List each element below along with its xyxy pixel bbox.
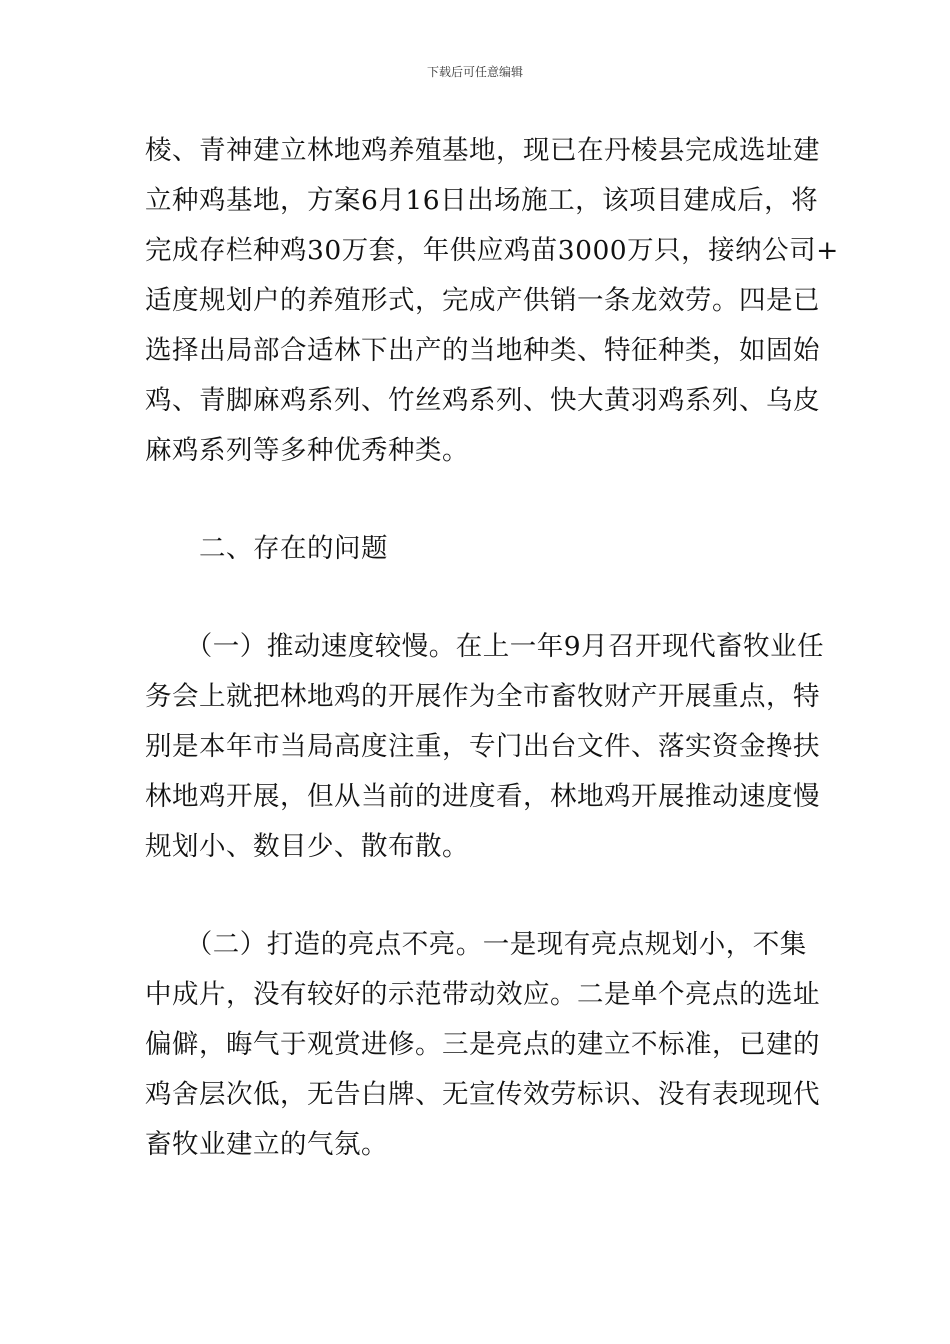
text-line: 别是本年市当局高度注重，专门出台文件、落实资金搀扶 <box>145 731 820 762</box>
text-line: 立种鸡基地，方案6月16日出场施工，该项目建成后，将 <box>145 185 819 216</box>
paragraph-spacer <box>145 476 813 524</box>
text-line: 中成片，没有较好的示范带动效应。二是单个亮点的选址 <box>145 979 820 1010</box>
paragraph-intro-continuation <box>145 126 839 476</box>
text-line: 适度规划户的养殖形式，完成产供销一条龙效劳。四是已 <box>145 285 820 316</box>
paragraph-problem-two <box>145 920 820 1170</box>
page-header: 下载后可任意编辑 <box>426 65 523 79</box>
text-line: 麻鸡系列等多种优秀种类。 <box>145 435 469 466</box>
text-line: 偏僻，晦气于观赏进修。三是亮点的建立不标准，已建的 <box>145 1029 820 1060</box>
text-line: 鸡舍层次低，无告白牌、无宣传效劳标识、没有表现现代 <box>145 1079 820 1110</box>
text-line: 规划小、数目少、散布散。 <box>145 831 469 862</box>
paragraph-spacer <box>145 574 813 622</box>
paragraph-problem-one <box>145 622 825 872</box>
heading-line: 二、存在的问题 <box>145 533 388 564</box>
paragraph-spacer <box>145 872 813 920</box>
text-line: 畜牧业建立的气氛。 <box>145 1129 388 1160</box>
text-line: 棱、青神建立林地鸡养殖基地，现已在丹棱县完成选址建 <box>145 135 820 166</box>
text-line: （一）推动速度较慢。在上一年9月召开现代畜牧业任 <box>145 631 825 662</box>
section-heading-problems <box>145 524 813 574</box>
text-line: 鸡、青脚麻鸡系列、竹丝鸡系列、快大黄羽鸡系列、乌皮 <box>145 385 820 416</box>
text-line: 林地鸡开展，但从当前的进度看，林地鸡开展推动速度慢 <box>145 781 820 812</box>
text-line: 完成存栏种鸡30万套，年供应鸡苗3000万只，接纳公司+ <box>145 235 839 266</box>
document-body <box>145 126 839 1170</box>
text-line: 务会上就把林地鸡的开展作为全市畜牧财产开展重点，特 <box>145 681 820 712</box>
text-line: 选择出局部合适林下出产的当地种类、特征种类，如固始 <box>145 335 820 366</box>
text-line: （二）打造的亮点不亮。一是现有亮点规划小，不集 <box>145 929 807 960</box>
